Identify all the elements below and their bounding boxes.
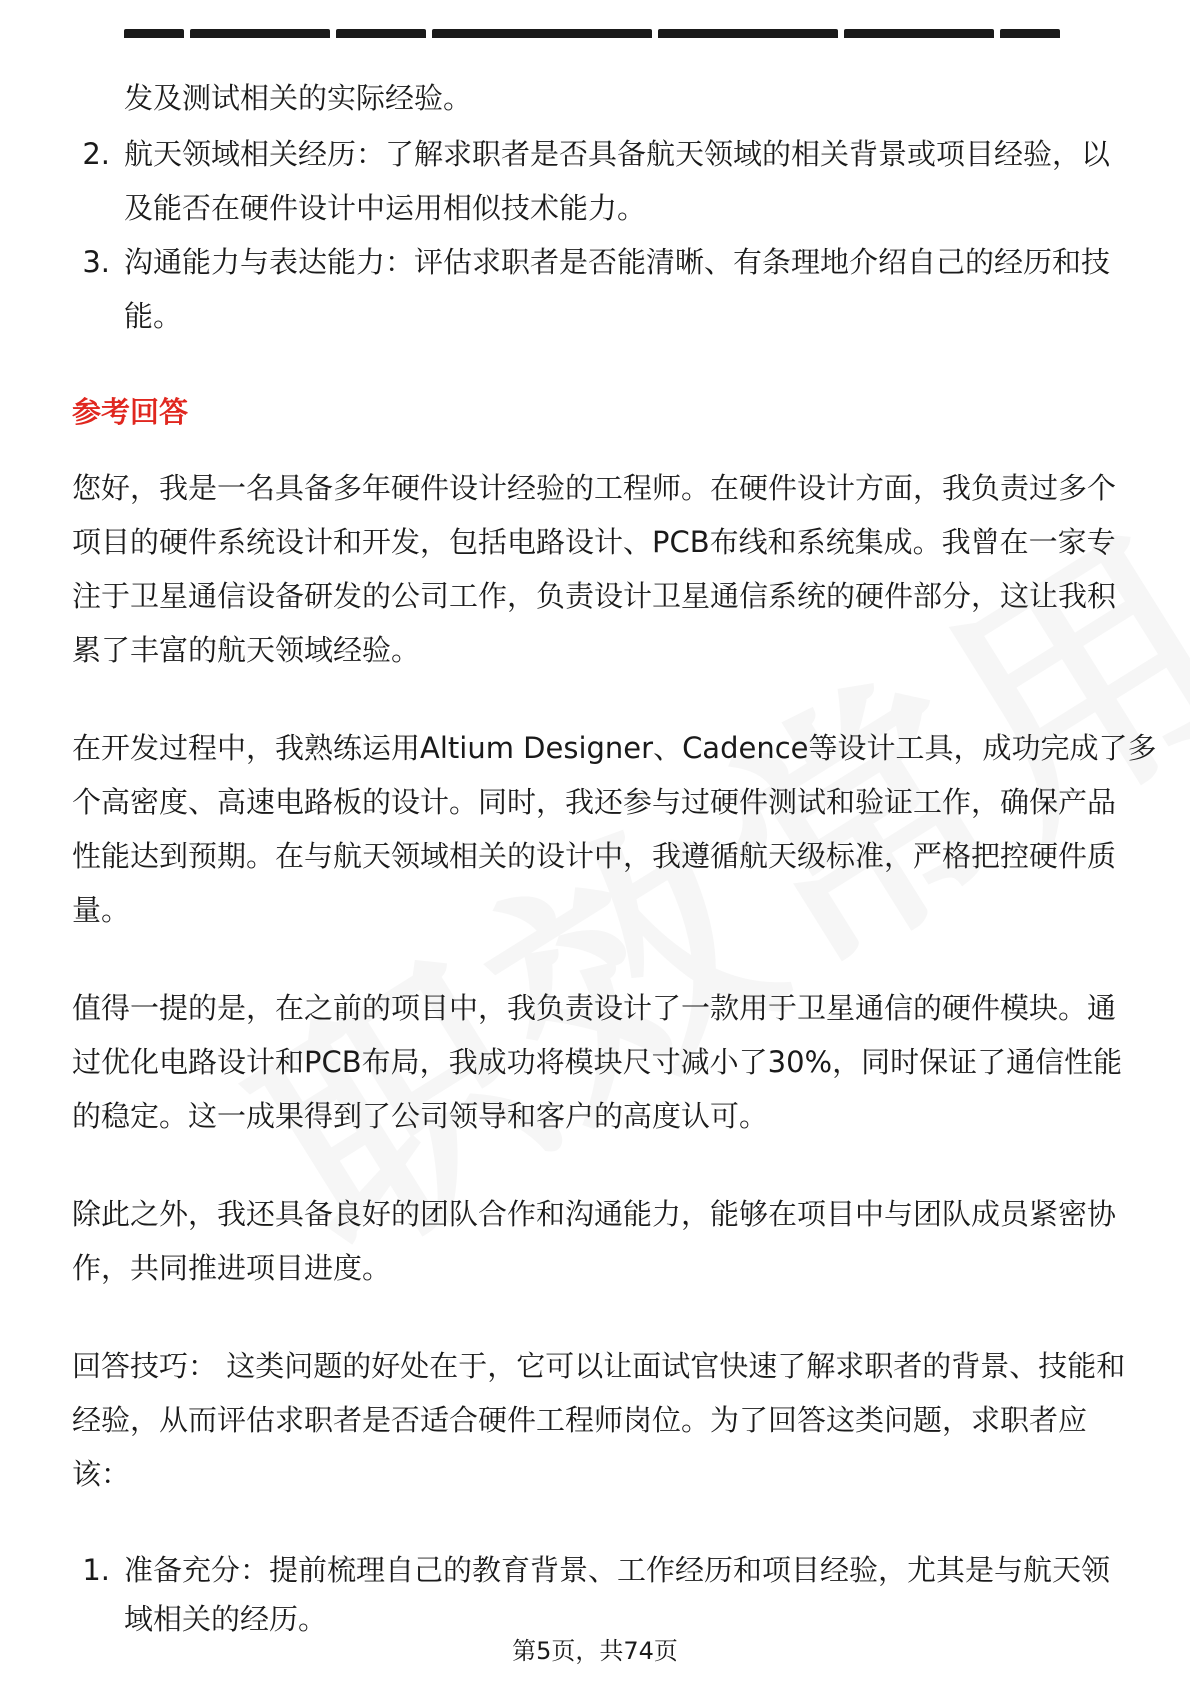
section-heading: 参考回答 bbox=[72, 395, 189, 429]
list-item-text: 沟通能力与表达能力：评估求职者是否能清晰、有条理地介绍自己的经历和技 bbox=[124, 245, 1111, 279]
paragraph-line: 回答技巧： 这类问题的好处在于，它可以让面试官快速了解求职者的背景、技能和 bbox=[72, 1349, 1126, 1383]
list-item-continuation: 发及测试相关的实际经验。 bbox=[124, 81, 473, 115]
paragraph-line: 在开发过程中，我熟练运用Altium Designer、Cadence等设计工具，成功完成了多 bbox=[72, 731, 1157, 765]
list-item-text: 航天领域相关经历：了解求职者是否具备航天领域的相关背景或项目经验，以 bbox=[124, 137, 1111, 171]
list-item-text: 域相关的经历。 bbox=[124, 1602, 328, 1636]
list-item-text: 及能否在硬件设计中运用相似技术能力。 bbox=[124, 191, 647, 225]
paragraph-line: 累了丰富的航天领域经验。 bbox=[72, 633, 421, 667]
paragraph-line: 过优化电路设计和PCB布局，我成功将模块尺寸减小了30%，同时保证了通信性能 bbox=[72, 1045, 1123, 1079]
page-footer: 第5页，共74页 bbox=[512, 1637, 678, 1665]
list-item-text: 能。 bbox=[124, 299, 183, 333]
paragraph-line: 作，共同推进项目进度。 bbox=[72, 1251, 392, 1285]
list-number: 2. bbox=[82, 137, 110, 171]
list-number: 3. bbox=[82, 245, 110, 279]
list-item-text: 准备充分：提前梳理自己的教育背景、工作经历和项目经验，尤其是与航天领 bbox=[124, 1553, 1111, 1587]
paragraph-line: 值得一提的是，在之前的项目中，我负责设计了一款用于卫星通信的硬件模块。通 bbox=[72, 991, 1117, 1025]
paragraph-line: 个高密度、高速电路板的设计。同时，我还参与过硬件测试和验证工作，确保产品 bbox=[72, 785, 1117, 819]
paragraph-line: 注于卫星通信设备研发的公司工作，负责设计卫星通信系统的硬件部分，这让我积 bbox=[72, 579, 1117, 613]
paragraph-line: 量。 bbox=[72, 893, 131, 927]
paragraph-line: 该： bbox=[72, 1457, 131, 1491]
paragraph-line: 的稳定。这一成果得到了公司领导和客户的高度认可。 bbox=[72, 1099, 769, 1133]
paragraph-line: 除此之外，我还具备良好的团队合作和沟通能力，能够在项目中与团队成员紧密协 bbox=[72, 1197, 1117, 1231]
cut-off-text-line bbox=[124, 26, 1114, 38]
paragraph-line: 项目的硬件系统设计和开发，包括电路设计、PCB布线和系统集成。我曾在一家专 bbox=[72, 525, 1116, 559]
paragraph-line: 经验，从而评估求职者是否适合硬件工程师岗位。为了回答这类问题，求职者应 bbox=[72, 1403, 1088, 1437]
paragraph-line: 性能达到预期。在与航天领域相关的设计中，我遵循航天级标准，严格把控硬件质 bbox=[72, 839, 1117, 873]
list-number: 1. bbox=[82, 1553, 110, 1587]
paragraph-line: 您好，我是一名具备多年硬件设计经验的工程师。在硬件设计方面，我负责过多个 bbox=[72, 471, 1117, 505]
